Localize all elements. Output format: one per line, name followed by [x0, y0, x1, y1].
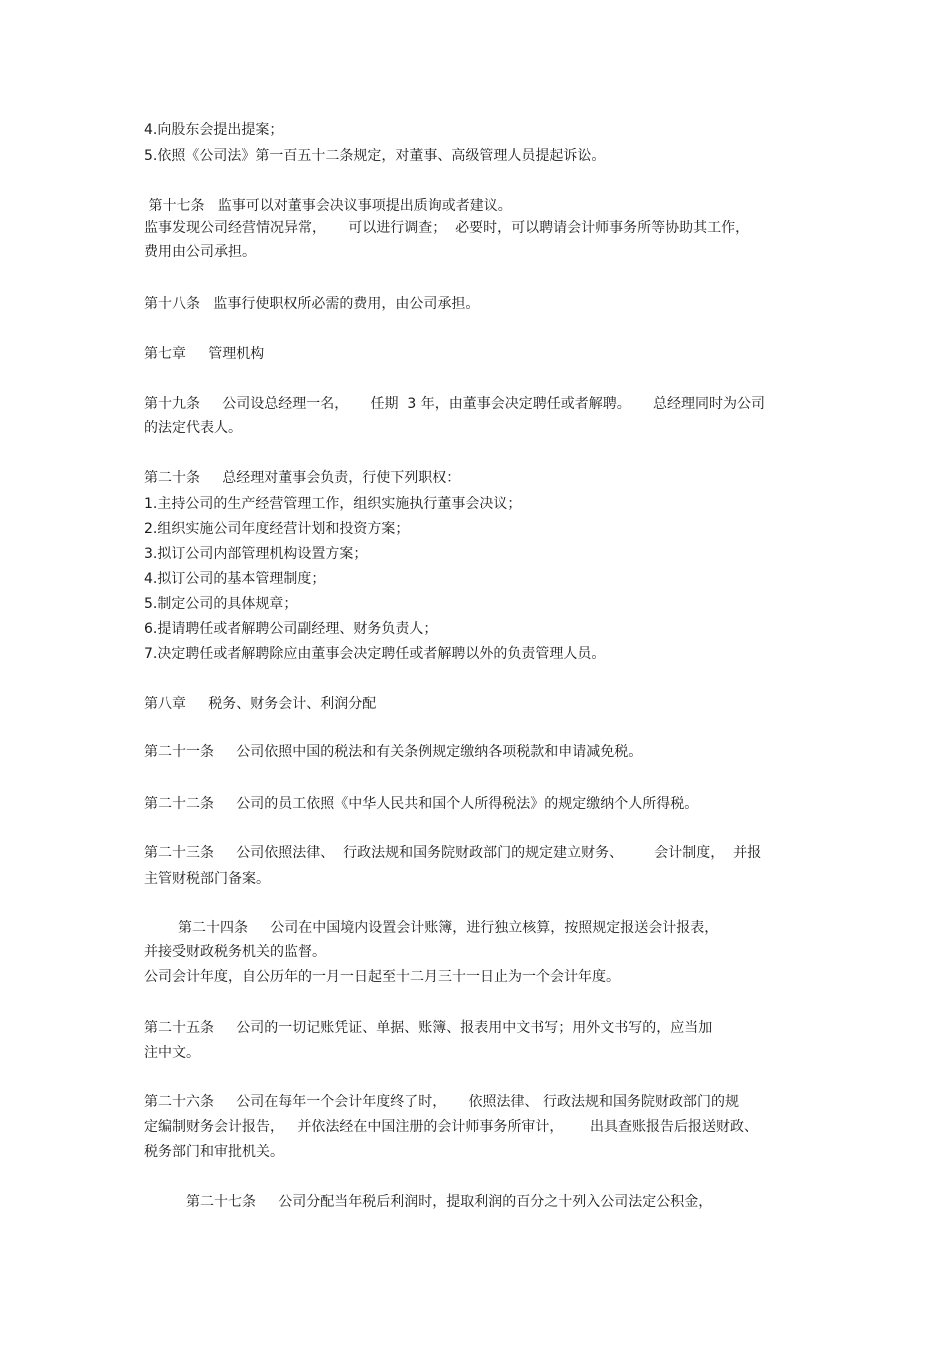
text-line: 注中文。 — [144, 1045, 200, 1061]
text-line: 并接受财政税务机关的监督。 — [144, 944, 326, 960]
text-line: 的法定代表人。 — [144, 420, 242, 436]
article-heading: 第二十七条 公司分配当年税后利润时，提取利润的百分之十列入公司法定公积金， — [186, 1194, 713, 1210]
text-line: 费用由公司承担。 — [144, 244, 256, 260]
list-item: 5.制定公司的具体规章； — [144, 596, 298, 612]
article-heading: 第二十条 总经理对董事会负责，行使下列职权： — [144, 470, 461, 486]
article-heading: 第二十四条 公司在中国境内设置会计账簿，进行独立核算，按照规定报送会计报表， — [178, 920, 719, 936]
article-heading: 第二十三条 公司依照法律、 行政法规和国务院财政部门的规定建立财务、 会计制度， 并报 — [144, 845, 762, 861]
article-heading: 第十九条 公司设总经理一名， 任期 3 年，由董事会决定聘任或者解聘。 总经理同时为公司 — [144, 396, 766, 412]
list-item: 6.提请聘任或者解聘公司副经理、财务负责人； — [144, 621, 438, 637]
text-line: 4.向股东会提出提案； — [144, 122, 284, 138]
list-item: 7.决定聘任或者解聘除应由董事会决定聘任或者解聘以外的负责管理人员。 — [144, 646, 606, 662]
text-line: 监事发现公司经营情况异常， 可以进行调查； 必要时，可以聘请会计师事务所等协助其工作， — [144, 220, 750, 236]
article-heading: 第二十二条 公司的员工依照《中华人民共和国个人所得税法》的规定缴纳个人所得税。 — [144, 796, 699, 812]
text-line: 主管财税部门备案。 — [144, 871, 270, 887]
article-heading: 第十七条 监事可以对董事会决议事项提出质询或者建议。 — [144, 198, 512, 214]
text-line: 定编制财务会计报告， 并依法经在中国注册的会计师事务所审计， 出具查账报告后报送财政、 — [144, 1119, 759, 1135]
text-line: 5.依照《公司法》第一百五十二条规定，对董事、高级管理人员提起诉讼。 — [144, 148, 606, 164]
chapter-heading: 第八章 税务、财务会计、利润分配 — [144, 696, 377, 712]
article-heading: 第二十五条 公司的一切记账凭证、单据、账簿、报表用中文书写；用外文书写的，应当加 — [144, 1020, 713, 1036]
chapter-heading: 第七章 管理机构 — [144, 346, 265, 362]
text-line: 税务部门和审批机关。 — [144, 1144, 284, 1160]
text-line: 公司会计年度，自公历年的一月一日起至十二月三十一日止为一个会计年度。 — [144, 969, 620, 985]
list-item: 3.拟订公司内部管理机构设置方案； — [144, 546, 368, 562]
list-item: 1.主持公司的生产经营管理工作，组织实施执行董事会决议； — [144, 496, 522, 512]
list-item: 4.拟订公司的基本管理制度； — [144, 571, 326, 587]
article-heading: 第二十一条 公司依照中国的税法和有关条例规定缴纳各项税款和申请减免税。 — [144, 744, 643, 760]
list-item: 2.组织实施公司年度经营计划和投资方案； — [144, 521, 410, 537]
article-heading: 第十八条 监事行使职权所必需的费用，由公司承担。 — [144, 296, 480, 312]
article-heading: 第二十六条 公司在每年一个会计年度终了时， 依照法律、 行政法规和国务院财政部门的规 — [144, 1094, 739, 1110]
